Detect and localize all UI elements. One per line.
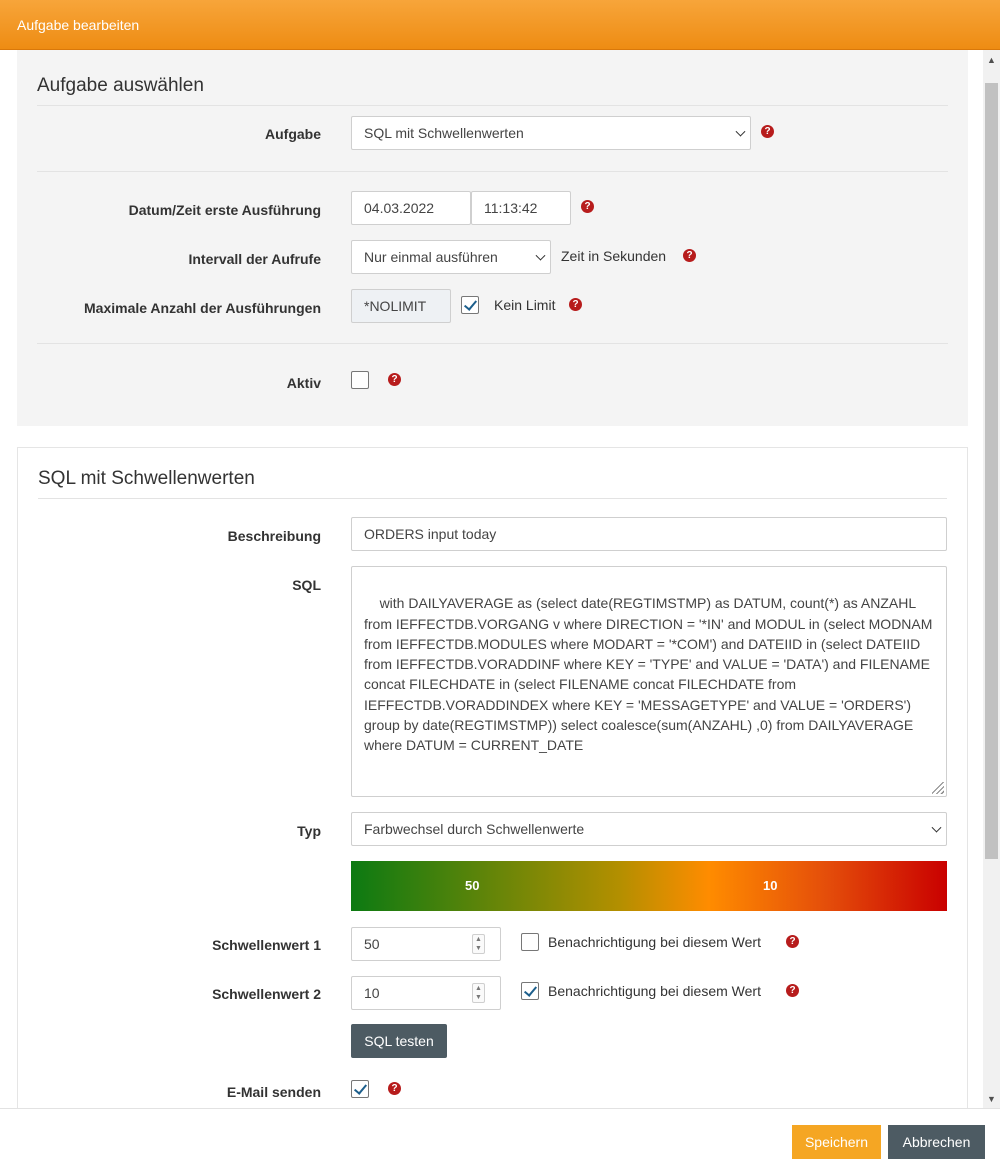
type-label: Typ — [297, 823, 321, 839]
first-run-date-value: 04.03.2022 — [364, 200, 435, 216]
divider — [38, 498, 947, 499]
threshold-marker-2: 10 — [763, 878, 778, 893]
type-select-value: Farbwechsel durch Schwellenwerte — [364, 821, 585, 837]
email-checkbox[interactable] — [351, 1080, 369, 1098]
help-icon[interactable]: ? — [388, 373, 401, 386]
help-icon[interactable]: ? — [569, 298, 582, 311]
help-icon[interactable]: ? — [388, 1082, 401, 1095]
section-title-sql: SQL mit Schwellenwerten — [38, 468, 255, 489]
description-input[interactable] — [351, 517, 947, 551]
help-icon[interactable]: ? — [786, 984, 799, 997]
dialog-title: Aufgabe bearbeiten — [17, 17, 140, 33]
max-runs-value: *NOLIMIT — [364, 298, 427, 314]
help-icon[interactable]: ? — [786, 935, 799, 948]
dialog-content[interactable] — [0, 50, 983, 1108]
max-runs-input[interactable] — [351, 289, 451, 323]
description-label: Beschreibung — [227, 528, 321, 544]
dialog-titlebar — [0, 0, 1000, 50]
scrollbar-thumb[interactable] — [985, 83, 998, 859]
vertical-scrollbar[interactable] — [983, 50, 1000, 1108]
no-limit-checkbox[interactable] — [461, 296, 479, 314]
no-limit-label: Kein Limit — [494, 297, 556, 313]
threshold2-value: 10 — [364, 985, 380, 1001]
first-run-date-input[interactable] — [351, 191, 471, 225]
description-value: ORDERS input today — [364, 526, 497, 542]
sql-label: SQL — [292, 577, 321, 593]
task-label: Aufgabe — [265, 126, 321, 142]
divider — [37, 343, 948, 344]
max-runs-label: Maximale Anzahl der Ausführungen — [84, 300, 321, 316]
scroll-down-icon[interactable]: ▼ — [987, 1094, 996, 1104]
cancel-button[interactable]: Abbrechen — [888, 1125, 985, 1159]
chevron-down-icon — [536, 251, 546, 261]
type-select[interactable] — [351, 812, 947, 846]
help-icon[interactable]: ? — [683, 249, 696, 262]
save-button[interactable]: Speichern — [792, 1125, 881, 1159]
threshold1-notify-checkbox[interactable] — [521, 933, 539, 951]
resize-handle-icon[interactable] — [932, 782, 944, 794]
section-title-task: Aufgabe auswählen — [37, 75, 204, 96]
first-run-time-input[interactable] — [471, 191, 571, 225]
dialog-footer — [0, 1108, 1000, 1172]
divider — [37, 171, 948, 172]
active-checkbox[interactable] — [351, 371, 369, 389]
active-label: Aktiv — [286, 375, 321, 391]
chevron-down-icon — [736, 127, 746, 137]
email-label: E-Mail senden — [226, 1084, 321, 1100]
threshold2-notify-label: Benachrichtigung bei diesem Wert — [548, 983, 761, 999]
threshold2-label: Schwellenwert 2 — [212, 986, 321, 1002]
divider — [37, 105, 948, 106]
threshold-color-bar — [351, 861, 947, 911]
threshold2-notify-checkbox[interactable] — [521, 982, 539, 1000]
interval-select-value: Nur einmal ausführen — [364, 249, 498, 265]
interval-label: Intervall der Aufrufe — [188, 251, 321, 267]
threshold1-label: Schwellenwert 1 — [212, 937, 321, 953]
task-selection-panel — [17, 50, 968, 426]
threshold1-notify-label: Benachrichtigung bei diesem Wert — [548, 934, 761, 950]
threshold1-input[interactable] — [351, 927, 501, 961]
first-run-time-value: 11:13:42 — [484, 200, 538, 216]
number-spinner[interactable]: ▲ ▼ — [472, 934, 485, 954]
number-spinner[interactable]: ▲ ▼ — [472, 983, 485, 1003]
sql-textarea[interactable] — [351, 566, 947, 797]
help-icon[interactable]: ? — [761, 125, 774, 138]
scroll-up-icon[interactable]: ▲ — [987, 55, 996, 65]
sql-test-button[interactable]: SQL testen — [351, 1024, 447, 1058]
task-select[interactable] — [351, 116, 751, 150]
task-select-value: SQL mit Schwellenwerten — [364, 125, 524, 141]
sql-text: with DAILYAVERAGE as (select date(REGTIMSTMP) as DATUM, count(*) as ANZAHL from IEFFECTDB.VORGANG v where DIRECTION = '*IN' and MODUL in (select MODNAM from IEFFECTDB.MODULES where MODART = '*COM') and DATEIID in (select DATEIID from IEFFECTDB.VORADDINF where KEY = 'TYPE' and VALUE = 'DATA') and FILENAME concat FILECHDATE in (select FILENAME concat FILECHDATE from IEFFECTDB.VORADDINDEX where KEY = 'MESSAGETYPE' and VALUE = 'ORDERS') group by date(REGTIMSTMP)) select coalesce(sum(ANZAHL) ,0) from DAILYAVERAGE where DATUM = CURRENT_DATE — [364, 595, 937, 754]
interval-unit-text: Zeit in Sekunden — [561, 248, 667, 264]
first-run-label: Datum/Zeit erste Ausführung — [128, 202, 321, 218]
help-icon[interactable]: ? — [581, 200, 594, 213]
threshold1-value: 50 — [364, 936, 380, 952]
interval-select[interactable] — [351, 240, 551, 274]
chevron-down-icon — [932, 823, 942, 833]
threshold-marker-1: 50 — [465, 878, 480, 893]
threshold2-input[interactable] — [351, 976, 501, 1010]
